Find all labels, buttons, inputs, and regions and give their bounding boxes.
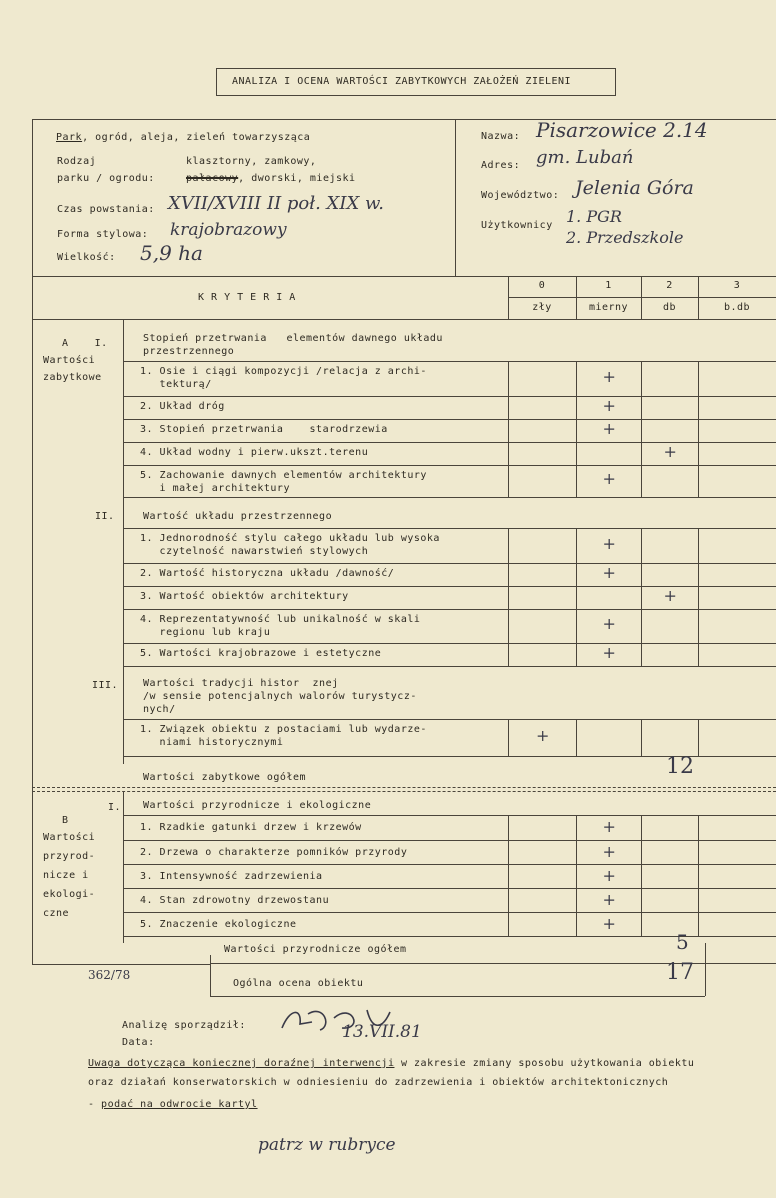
row-a-col-6-2 — [641, 563, 642, 586]
scale-header-2: db — [662, 302, 677, 313]
note-underlined-2: podać na odwrocie kartyl — [101, 1099, 258, 1110]
section-b-word-4: czne — [43, 908, 70, 919]
row-b-col-0-3 — [698, 815, 699, 840]
row-a-bottom-4 — [123, 497, 776, 498]
score-col-line-1 — [576, 276, 577, 320]
form-title: ANALIZA I OCENA WARTOŚCI ZABYTKOWYCH ZAŁOŻEŃ ZIELENI — [232, 76, 572, 87]
total-label: Ogólna ocena obiektu — [233, 978, 364, 989]
score-header-1: 1 — [605, 280, 612, 291]
row-a-top-5 — [123, 528, 776, 529]
row-b-col-0-0 — [508, 815, 509, 840]
nazwa-label: Nazwa: — [481, 131, 521, 142]
score-mark-a-4: + — [602, 469, 616, 488]
row-b-text-4: 5. Znaczenie ekologiczne — [140, 919, 297, 930]
group-iii-label: III. — [92, 680, 119, 691]
score-mark-b-4: + — [602, 914, 616, 933]
row-a-col-0-2 — [641, 361, 642, 396]
scale-header-1: mierny — [588, 302, 629, 313]
row-a-col-8-0 — [508, 609, 509, 643]
score-header-3: 3 — [733, 280, 741, 291]
sum-b-value: 5 — [676, 930, 689, 954]
row-a-col-8-2 — [641, 609, 642, 643]
scale-header-3: b.db — [723, 302, 751, 313]
archive-number: 362/78 — [88, 968, 131, 982]
row-a-col-8-1 — [576, 609, 577, 643]
criteria-label: K R Y T E R I A — [198, 292, 296, 303]
score-mark-a-7: + — [663, 585, 677, 605]
section-a-zabytkowe: zabytkowe — [43, 372, 102, 383]
row-a-col-3-3 — [698, 442, 699, 465]
row-a-text-3-0: 4. Układ wodny i pierw.ukszt.terenu — [140, 447, 369, 458]
criteria-top — [32, 276, 776, 277]
row-a-col-0-3 — [698, 361, 699, 396]
row-b-col-3-2 — [641, 888, 642, 912]
row-b-top-1 — [123, 840, 776, 841]
sum-a-value: 12 — [666, 754, 694, 779]
park-type-line — [56, 132, 310, 143]
score-mark-a-8: + — [602, 614, 616, 633]
section-b-word-1: przyrod- — [43, 851, 96, 862]
row-a-bottom-9 — [123, 666, 776, 667]
group-i-title-0: Stopień przetrwania elementów dawnego układu — [143, 333, 443, 344]
row-b-col-1-2 — [641, 840, 642, 864]
row-a-col-4-2 — [641, 465, 642, 497]
wielkosc-value: 5,9 ha — [140, 241, 203, 265]
sum-b-label: Wartości przyrodnicze ogółem — [224, 944, 407, 955]
row-b-col-1-1 — [576, 840, 577, 864]
row-a-top-1 — [123, 396, 776, 397]
section-a-b-divider-1 — [32, 787, 776, 788]
row-a-col-7-2 — [641, 586, 642, 609]
row-a-col-2-2 — [641, 419, 642, 442]
score-mark-a-9: + — [602, 642, 616, 662]
parku-label: parku / ogrodu: — [57, 173, 155, 184]
score-col-line-3 — [698, 276, 699, 320]
group-b-title: Wartości przyrodnicze i ekologiczne — [143, 800, 372, 811]
row-a-text-7-0: 3. Wartość obiektów architektury — [140, 591, 349, 602]
row-a-text-10-0: 1. Związek obiektu z postaciami lub wydarze- — [140, 724, 427, 735]
wielkosc-label: Wielkość: — [57, 252, 116, 263]
row-a-col-2-3 — [698, 419, 699, 442]
total-value: 17 — [666, 960, 694, 985]
section-b-inner-border — [123, 791, 124, 943]
row-a-col-7-1 — [576, 586, 577, 609]
note-dash: - — [88, 1099, 102, 1110]
row-a-text-8-0: 4. Reprezentatywność lub unikalność w skali — [140, 614, 421, 625]
row-a-top-6 — [123, 563, 776, 564]
row-a-col-1-2 — [641, 396, 642, 419]
section-a-b-divider-2 — [32, 791, 776, 792]
total-box-right — [705, 943, 706, 996]
score-mark-a-5: + — [602, 533, 616, 553]
uzytkownicy-value-2: 2. Przedszkole — [566, 228, 684, 247]
scale-header-0: zły — [532, 302, 552, 313]
row-a-col-10-2 — [641, 719, 642, 756]
score-col-line-0 — [508, 276, 509, 320]
row-a-col-4-1 — [576, 465, 577, 497]
rodzaj-options-2 — [186, 173, 356, 184]
row-a-col-9-3 — [698, 643, 699, 666]
adres-label: Adres: — [481, 160, 521, 171]
score-mark-b-0: + — [602, 817, 616, 836]
header-divider — [455, 119, 456, 277]
row-a-col-10-1 — [576, 719, 577, 756]
row-a-col-2-0 — [508, 419, 509, 442]
wojewodztwo-value: Jelenia Góra — [575, 177, 694, 199]
row-a-top-2 — [123, 419, 776, 420]
group-i-title-1: przestrzennego — [143, 346, 235, 357]
row-b-top-4 — [123, 912, 776, 913]
score-mark-b-1: + — [602, 842, 616, 861]
row-a-col-1-1 — [576, 396, 577, 419]
frame-bottom-left — [32, 964, 210, 965]
row-a-col-9-0 — [508, 643, 509, 666]
row-a-top-10 — [123, 719, 776, 720]
row-a-text-10-1: niami historycznymi — [140, 737, 284, 748]
rodzaj-options-1: klasztorny, zamkowy, — [186, 156, 317, 167]
row-b-col-4-3 — [698, 912, 699, 936]
row-b-text-3: 4. Stan zdrowotny drzewostanu — [140, 895, 330, 906]
park-rest: , ogród, aleja, zieleń towarzysząca — [82, 132, 311, 143]
row-a-col-3-1 — [576, 442, 577, 465]
row-b-col-4-0 — [508, 912, 509, 936]
row-a-col-10-0 — [508, 719, 509, 756]
section-a-label: A I. — [62, 338, 108, 349]
row-b-col-3-3 — [698, 888, 699, 912]
row-a-col-0-1 — [576, 361, 577, 396]
row-a-col-8-3 — [698, 609, 699, 643]
group-iii-title-2: nych/ — [143, 704, 176, 715]
data-label: Data: — [122, 1037, 155, 1048]
row-b-col-3-1 — [576, 888, 577, 912]
section-a-wartosci: Wartości — [43, 355, 96, 366]
park-underlined: Park — [56, 132, 83, 143]
row-a-col-6-1 — [576, 563, 577, 586]
handwritten-note: patrz w rubryce — [258, 1135, 396, 1155]
row-a-text-5-1: czytelność nawarstwień stylowych — [140, 546, 369, 557]
row-b-col-4-1 — [576, 912, 577, 936]
row-a-col-6-3 — [698, 563, 699, 586]
score-mark-a-2: + — [602, 418, 616, 438]
total-box-bottom — [210, 996, 705, 997]
row-b-text-0: 1. Rzadkie gatunki drzew i krzewów — [140, 822, 362, 833]
row-a-col-5-1 — [576, 528, 577, 563]
note-line-2: oraz działań konserwatorskich w odniesieniu do zadrzewienia i obiektów architektonicznych — [88, 1077, 669, 1088]
row-a-text-6-0: 2. Wartość historyczna układu /dawność/ — [140, 568, 395, 579]
score-mark-b-3: + — [602, 890, 616, 909]
row-b-top-3 — [123, 888, 776, 889]
forma-value: krajobrazowy — [170, 220, 287, 240]
row-a-col-0-0 — [508, 361, 509, 396]
row-a-col-7-0 — [508, 586, 509, 609]
row-a-top-4 — [123, 465, 776, 466]
row-a-col-7-3 — [698, 586, 699, 609]
row-b-col-1-0 — [508, 840, 509, 864]
score-header-2: 2 — [666, 280, 673, 291]
row-b-col-2-0 — [508, 864, 509, 888]
row-a-text-9-0: 5. Wartości krajobrazowe i estetyczne — [140, 648, 382, 659]
row-a-top-9 — [123, 643, 776, 644]
score-mark-a-1: + — [602, 395, 616, 415]
rodzaj-label: Rodzaj — [57, 156, 97, 167]
group-ii-title: Wartość układu przestrzennego — [143, 511, 333, 522]
score-mark-a-6: + — [602, 562, 616, 582]
note-rest: w zakresie zmiany sposobu użytkowania obiektu — [394, 1058, 695, 1069]
sum-a-label: Wartości zabytkowe ogółem — [143, 772, 307, 783]
row-a-col-2-1 — [576, 419, 577, 442]
row-a-col-6-0 — [508, 563, 509, 586]
uzytkownicy-value-1: 1. PGR — [566, 207, 622, 226]
section-b-letter: B — [62, 815, 69, 826]
row-a-col-3-0 — [508, 442, 509, 465]
row-b-col-0-1 — [576, 815, 577, 840]
row-a-text-5-0: 1. Jednorodność stylu całego układu lub wysoka — [140, 533, 440, 544]
group-iii-title-0: Wartości tradycji histor znej — [143, 678, 339, 689]
row-a-col-5-3 — [698, 528, 699, 563]
row-b-col-0-2 — [641, 815, 642, 840]
row-b-col-2-2 — [641, 864, 642, 888]
group-ii-label: II. — [95, 511, 115, 522]
score-header-0: 0 — [538, 280, 546, 291]
row-a-top-0 — [123, 361, 776, 362]
criteria-header-bottom — [32, 319, 776, 320]
forma-label: Forma stylowa: — [57, 229, 149, 240]
row-a-col-1-0 — [508, 396, 509, 419]
group-iii-title-1: /w sensie potencjalnych walorów turystycz- — [143, 691, 417, 702]
row-a-text-4-1: i małej architektury — [140, 483, 290, 494]
score-mark-a-3: + — [663, 441, 677, 461]
row-b-col-4-2 — [641, 912, 642, 936]
row-a-col-5-2 — [641, 528, 642, 563]
row-a-col-3-2 — [641, 442, 642, 465]
score-col-line-2 — [641, 276, 642, 320]
row-b-top-0 — [123, 815, 776, 816]
section-b-roman: I. — [108, 802, 122, 813]
row-a-text-0-1: tekturą/ — [140, 379, 212, 390]
row-a-text-8-1: regionu lub kraju — [140, 627, 271, 638]
analiza-label: Analizę sporządził: — [122, 1020, 246, 1031]
frame-left — [32, 119, 33, 965]
note-line-3 — [88, 1099, 258, 1110]
row-a-col-5-0 — [508, 528, 509, 563]
row-a-col-4-3 — [698, 465, 699, 497]
score-mark-a-0: + — [602, 366, 616, 386]
section-b-word-2: nicze i — [43, 870, 89, 881]
czas-label: Czas powstania: — [57, 204, 155, 215]
section-b-word-3: ekologi- — [43, 889, 96, 900]
row-a-col-10-3 — [698, 719, 699, 756]
note-line-1 — [88, 1058, 694, 1069]
nazwa-value: Pisarzowice 2.14 — [536, 118, 708, 142]
czas-value: XVII/XVIII II poł. XIX w. — [168, 193, 384, 214]
row-b-col-2-1 — [576, 864, 577, 888]
score-header-mid — [508, 297, 776, 298]
row-a-top-8 — [123, 609, 776, 610]
row-a-text-2-0: 3. Stopień przetrwania starodrzewia — [140, 424, 388, 435]
uzytkownicy-label: Użytkownicy — [481, 220, 553, 231]
adres-value: gm. Lubań — [536, 147, 634, 168]
wojewodztwo-label: Województwo: — [481, 190, 560, 201]
row-a-top-7 — [123, 586, 776, 587]
row-b-text-2: 3. Intensywność zadrzewienia — [140, 871, 323, 882]
row-a-col-1-3 — [698, 396, 699, 419]
row-b-col-2-3 — [698, 864, 699, 888]
date-value: 13.VII.81 — [342, 1022, 422, 1042]
row-a-text-1-0: 2. Układ dróg — [140, 401, 225, 412]
row-a-col-4-0 — [508, 465, 509, 497]
row-a-col-9-2 — [641, 643, 642, 666]
row-b-col-1-3 — [698, 840, 699, 864]
note-underlined: Uwaga dotycząca koniecznej doraźnej interwencji — [88, 1058, 395, 1069]
score-mark-a-10: + — [536, 725, 550, 745]
row-b-col-3-0 — [508, 888, 509, 912]
row-b-text-1: 2. Drzewa o charakterze pomników przyrody — [140, 847, 408, 858]
total-box-left — [210, 955, 211, 996]
palacowy-struck: pałacowy — [186, 173, 239, 184]
row-a-text-0-0: 1. Osie i ciągi kompozycji /relacja z archi- — [140, 366, 427, 377]
section-a-inner-border — [123, 319, 124, 764]
row-a-top-3 — [123, 442, 776, 443]
rodzaj-options-rest: , dworski, miejski — [238, 173, 356, 184]
section-b-word-0: Wartości — [43, 832, 96, 843]
row-a-text-4-0: 5. Zachowanie dawnych elementów architektury — [140, 470, 427, 481]
row-b-top-2 — [123, 864, 776, 865]
score-mark-b-2: + — [602, 866, 616, 885]
row-a-col-9-1 — [576, 643, 577, 666]
